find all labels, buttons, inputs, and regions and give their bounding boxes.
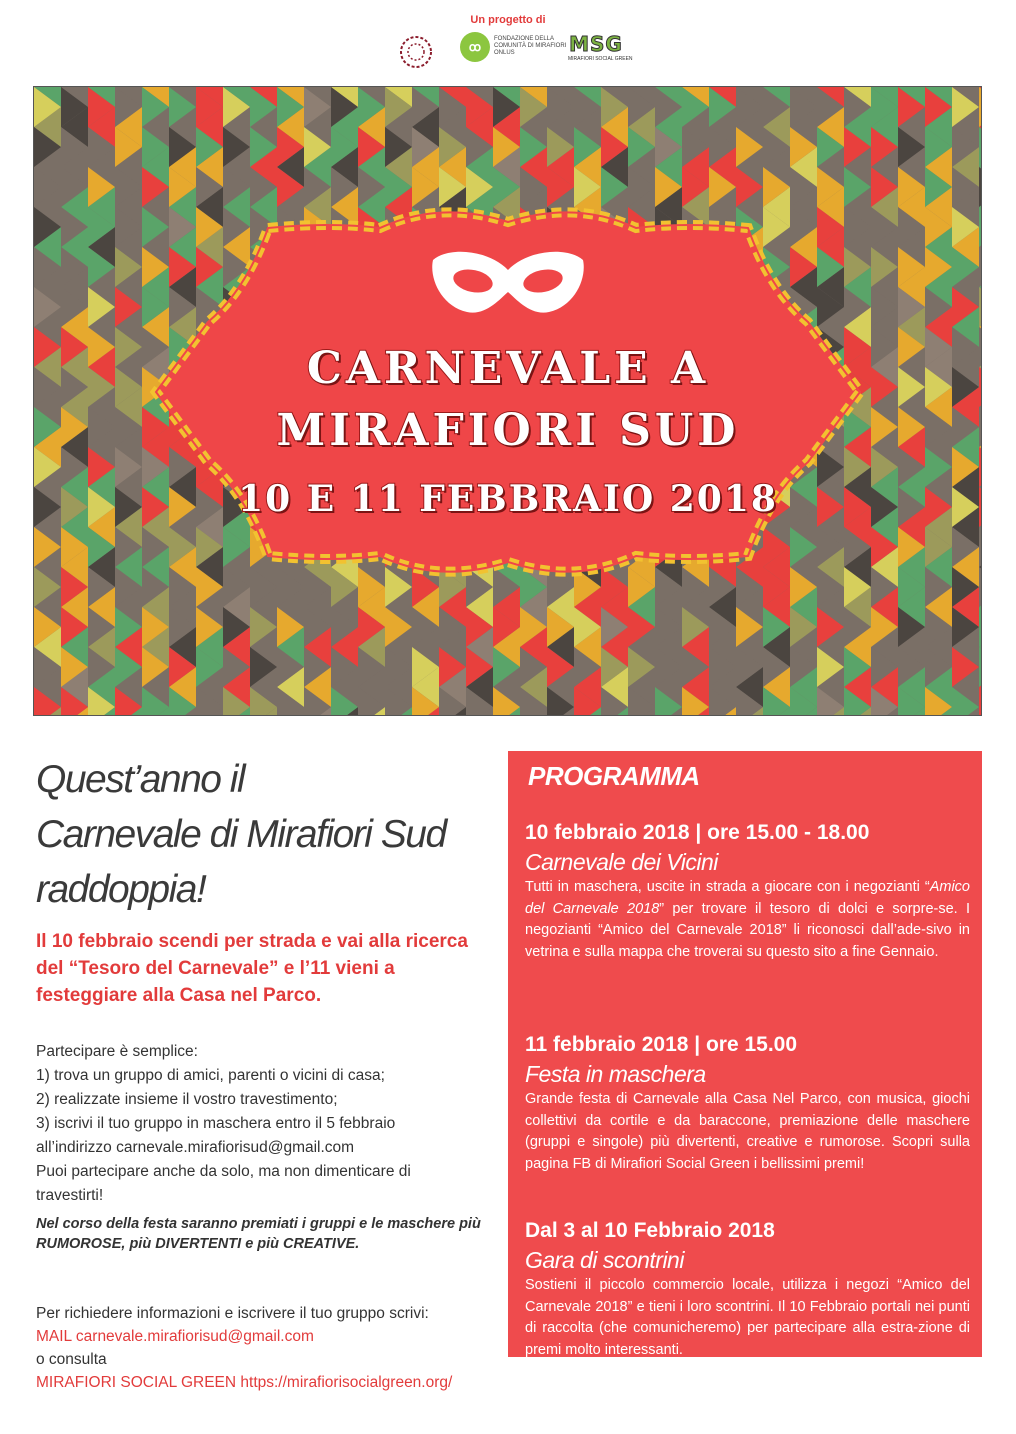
promo-label: Un progetto di — [470, 14, 546, 26]
contact-info — [36, 1302, 506, 1394]
program-event — [525, 1217, 970, 1361]
event-name: Festa in maschera — [525, 1061, 706, 1087]
event-description: Grande festa di Carnevale alla Casa Nel Parco, con musica, giochi collettivi da cortile e da baraccone, premiazione delle maschere (gruppi e singole) più divertenti, creative e rumorose. Scopri sulla pagina FB di Mirafiori Social Green i bellissimi premi! — [525, 1091, 970, 1172]
contact-intro: Per richiedere informazioni e iscrivere il tuo gruppo scrivi: — [36, 1305, 429, 1322]
steps-line: 1) trova un gruppo di amici, parenti o vicini di casa; — [36, 1067, 385, 1084]
event-name: Gara di scontrini — [525, 1247, 684, 1273]
msg-subtitle: MIRAFIORI SOCIAL GREEN — [568, 56, 633, 62]
event-date: 11 febbraio 2018 | ore 15.00 — [525, 1033, 798, 1056]
event-desc-emphasis: Amico del Carnevale 2018 — [525, 879, 970, 917]
event-name: Carnevale dei Vicini — [525, 849, 718, 875]
headline-line: Quest’anno il — [36, 758, 245, 801]
steps-line: 3) iscrivi il tuo gruppo in maschera entro il 5 febbraio — [36, 1115, 396, 1132]
banner-dates: 10 E 11 FEBBRAIO 2018 — [238, 478, 778, 520]
event-desc-part: ” per trovare il tesoro di dolci e sorpre-se. I negozianti “Amico del Carnevale 2018” li riconosci dall’ade-sivo in vetrina e sulla mappa che troverai su questo sito a fine Gennaio. — [525, 900, 970, 960]
intro-text: Il 10 febbraio scendi per strada e vai alla ricerca del “Tesoro del Carnevale” e l’11 vieni a festeggiare alla Casa nel Parco. — [36, 931, 468, 1006]
program-event — [525, 819, 970, 963]
msg-mark: MSG — [569, 32, 623, 56]
headline — [36, 752, 496, 917]
or-consult: o consulta — [36, 1351, 107, 1368]
program-event — [525, 1031, 970, 1175]
prize-note: Nel corso della festa saranno premiati i gruppi e le maschere più RUMOROSE, più DIVERTENTI e più CREATIVE. — [36, 1216, 481, 1252]
website-link[interactable]: MIRAFIORI SOCIAL GREEN https://mirafiorisocialgreen.org/ — [36, 1374, 453, 1391]
mail-link[interactable]: MAIL carnevale.mirafiorisud@gmail.com — [36, 1328, 314, 1345]
fondazione-mark: ꝏ — [460, 32, 490, 62]
headline-line: Carnevale di Mirafiori Sud — [36, 813, 446, 856]
fondazione-text: FONDAZIONE DELLA COMUNITÀ DI MIRAFIORI ONLUS — [494, 36, 567, 56]
banner-title-line2: MIRAFIORI SUD — [276, 405, 740, 456]
event-date: Dal 3 al 10 Febbraio 2018 — [525, 1219, 775, 1242]
event-description: Sostieni il piccolo commercio locale, utilizza i negozi “Amico del Carnevale 2018” e tieni i loro scontrini. Il 10 Febbraio portali nei punti di raccolta (che comunicheremo) per partecipare alla estra-zione di premi molto interessanti. — [525, 1277, 970, 1358]
event-description — [525, 877, 970, 963]
event-date: 10 febbraio 2018 | ore 15.00 - 18.00 — [525, 821, 870, 844]
steps-line: all’indirizzo carnevale.mirafiorisud@gmail.com — [36, 1139, 355, 1156]
steps-line: 2) realizzate insieme il vostro travestimento; — [36, 1091, 338, 1108]
program-title: PROGRAMMA — [528, 761, 700, 791]
participation-steps — [36, 1040, 496, 1208]
steps-line: travestirti! — [36, 1187, 104, 1204]
steps-line: Puoi partecipare anche da solo, ma non dimenticare di — [36, 1163, 411, 1180]
headline-line: raddoppia! — [36, 868, 206, 911]
banner-title-line1: CARNEVALE A — [306, 343, 710, 394]
program-box — [508, 751, 982, 1357]
steps-line: Partecipare è semplice: — [36, 1043, 198, 1060]
carnival-mask-icon — [429, 248, 587, 316]
event-desc-part: Tutti in maschera, uscite in strada a giocare con i negozianti “ — [525, 879, 930, 895]
